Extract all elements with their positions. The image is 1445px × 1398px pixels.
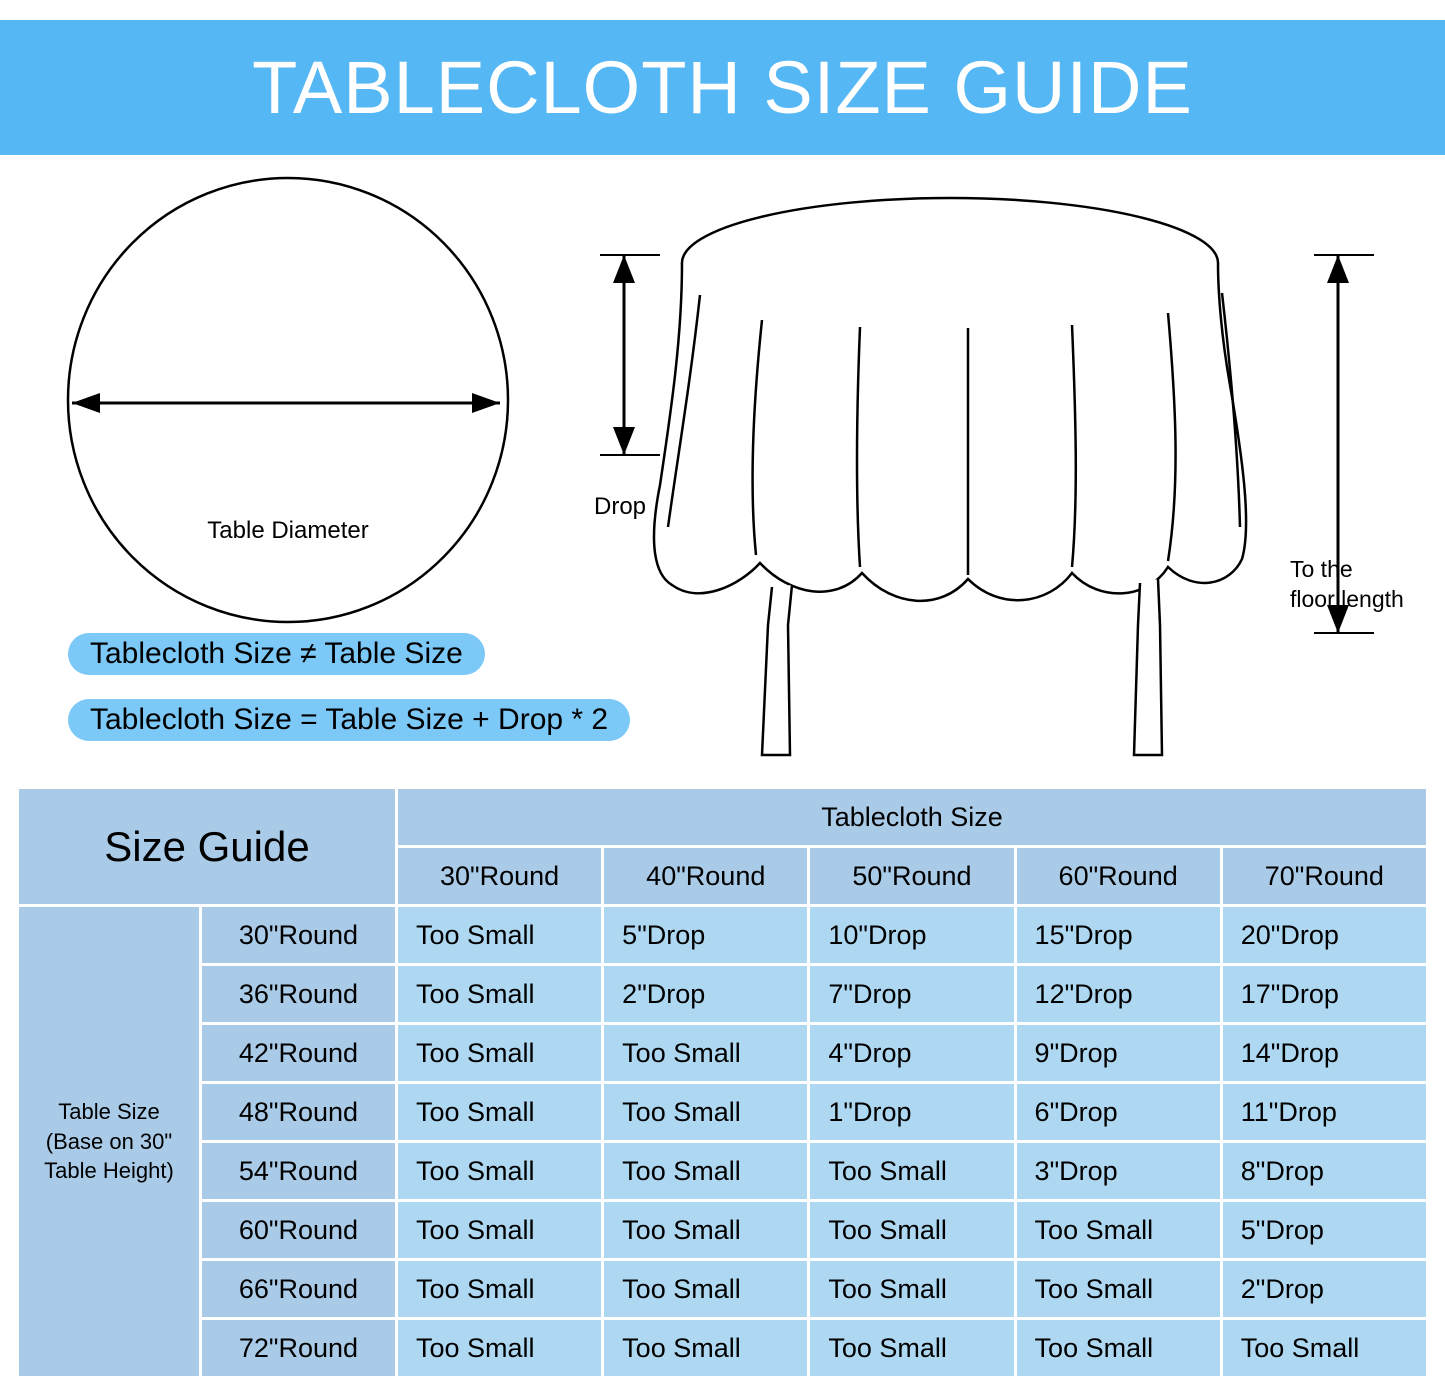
table-row xyxy=(19,1261,1426,1317)
cell-r2-c2: 4"Drop xyxy=(810,1025,1013,1081)
cell-r6-c4: 2"Drop xyxy=(1223,1261,1426,1317)
row-header-48: 48"Round xyxy=(202,1084,395,1140)
cell-r0-c0: Too Small xyxy=(398,907,601,963)
column-header-50: 50"Round xyxy=(810,848,1013,904)
cell-r3-c2: 1"Drop xyxy=(810,1084,1013,1140)
size-guide-table xyxy=(16,786,1429,1379)
column-header-40: 40"Round xyxy=(604,848,807,904)
cell-r1-c2: 7"Drop xyxy=(810,966,1013,1022)
note-pill-inequality-text: Tablecloth Size ≠ Table Size xyxy=(90,637,463,670)
note-pill-formula-text: Tablecloth Size = Table Size + Drop * 2 xyxy=(90,703,609,736)
cell-r3-c1: Too Small xyxy=(604,1084,807,1140)
cell-r5-c3: Too Small xyxy=(1017,1202,1220,1258)
draped-table-icon xyxy=(654,198,1246,755)
cell-r6-c1: Too Small xyxy=(604,1261,807,1317)
table-row xyxy=(19,1143,1426,1199)
column-header-70: 70"Round xyxy=(1223,848,1426,904)
table-diameter-label: Table Diameter xyxy=(207,517,369,544)
row-header-60: 60"Round xyxy=(202,1202,395,1258)
side-header-line3: Table Height) xyxy=(44,1158,174,1184)
table-header-row-top xyxy=(19,789,1426,845)
cell-r2-c0: Too Small xyxy=(398,1025,601,1081)
row-header-66: 66"Round xyxy=(202,1261,395,1317)
cell-r1-c0: Too Small xyxy=(398,966,601,1022)
row-header-72: 72"Round xyxy=(202,1320,395,1376)
cell-r4-c0: Too Small xyxy=(398,1143,601,1199)
cell-r5-c0: Too Small xyxy=(398,1202,601,1258)
cell-r2-c1: Too Small xyxy=(604,1025,807,1081)
floor-length-label-line2: floor length xyxy=(1290,585,1404,612)
cell-r2-c3: 9"Drop xyxy=(1017,1025,1220,1081)
table-row xyxy=(19,1320,1426,1376)
cell-r2-c4: 14"Drop xyxy=(1223,1025,1426,1081)
drop-arrow-bottom-head xyxy=(613,427,635,455)
note-pill-inequality xyxy=(68,633,485,675)
cell-r1-c3: 12"Drop xyxy=(1017,966,1220,1022)
table-row xyxy=(19,907,1426,963)
cell-r6-c2: Too Small xyxy=(810,1261,1013,1317)
round-table-topview-icon xyxy=(68,178,508,622)
cell-r4-c4: 8"Drop xyxy=(1223,1143,1426,1199)
cell-r3-c0: Too Small xyxy=(398,1084,601,1140)
table-size-side-header xyxy=(19,907,199,1376)
header-banner xyxy=(0,20,1445,155)
cell-r4-c1: Too Small xyxy=(604,1143,807,1199)
table-row xyxy=(19,1084,1426,1140)
cell-r5-c1: Too Small xyxy=(604,1202,807,1258)
cell-r0-c1: 5"Drop xyxy=(604,907,807,963)
note-pill-formula xyxy=(68,699,630,741)
cell-r0-c4: 20"Drop xyxy=(1223,907,1426,963)
size-guide-title-cell: Size Guide xyxy=(19,789,395,904)
cell-r1-c4: 17"Drop xyxy=(1223,966,1426,1022)
floor-length-label-line1: To the xyxy=(1290,556,1353,582)
cell-r7-c4: Too Small xyxy=(1223,1320,1426,1376)
cell-r7-c2: Too Small xyxy=(810,1320,1013,1376)
side-header-line1: Table Size xyxy=(58,1098,160,1124)
cell-r0-c2: 10"Drop xyxy=(810,907,1013,963)
table-row xyxy=(19,1202,1426,1258)
cell-r5-c2: Too Small xyxy=(810,1202,1013,1258)
floor-length-label xyxy=(1290,555,1404,615)
cell-r4-c2: Too Small xyxy=(810,1143,1013,1199)
table-row xyxy=(19,966,1426,1022)
row-header-42: 42"Round xyxy=(202,1025,395,1081)
side-header-line2: (Base on 30" xyxy=(45,1128,173,1154)
tablecloth-diagram-svg xyxy=(0,155,1445,775)
cell-r7-c3: Too Small xyxy=(1017,1320,1220,1376)
cell-r6-c0: Too Small xyxy=(398,1261,601,1317)
cell-r1-c1: 2"Drop xyxy=(604,966,807,1022)
table-row xyxy=(19,1025,1426,1081)
floor-arrow-top-head xyxy=(1327,255,1349,283)
cell-r6-c3: Too Small xyxy=(1017,1261,1220,1317)
cell-r4-c3: 3"Drop xyxy=(1017,1143,1220,1199)
cell-r0-c3: 15"Drop xyxy=(1017,907,1220,963)
row-header-36: 36"Round xyxy=(202,966,395,1022)
cell-r3-c4: 11"Drop xyxy=(1223,1084,1426,1140)
cell-r7-c0: Too Small xyxy=(398,1320,601,1376)
cell-r7-c1: Too Small xyxy=(604,1320,807,1376)
tablecloth-size-header: Tablecloth Size xyxy=(398,789,1426,845)
illustration-area xyxy=(0,155,1445,775)
row-header-54: 54"Round xyxy=(202,1143,395,1199)
cell-r3-c3: 6"Drop xyxy=(1017,1084,1220,1140)
drop-arrow-top-head xyxy=(613,255,635,283)
column-header-30: 30"Round xyxy=(398,848,601,904)
row-header-30: 30"Round xyxy=(202,907,395,963)
page-title: TABLECLOTH SIZE GUIDE xyxy=(252,45,1193,129)
column-header-60: 60"Round xyxy=(1017,848,1220,904)
cell-r5-c4: 5"Drop xyxy=(1223,1202,1426,1258)
drop-label: Drop xyxy=(594,493,647,520)
